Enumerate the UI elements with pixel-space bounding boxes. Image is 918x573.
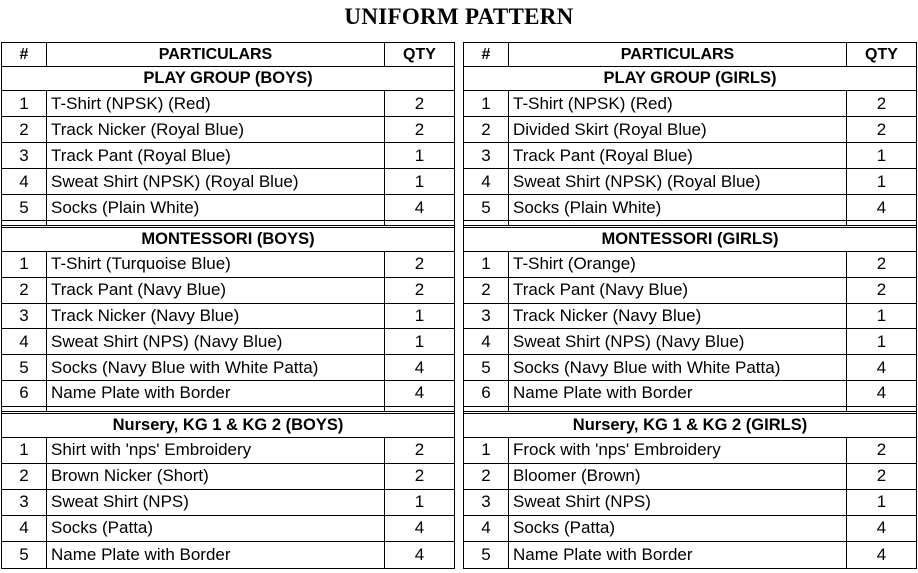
item-number: 2 (2, 464, 47, 489)
item-particulars: Track Nicker (Navy Blue) (509, 304, 847, 329)
item-qty: 2 (414, 466, 425, 486)
item-particulars: Frock with 'nps' Embroidery (509, 438, 847, 463)
section-heading-row (464, 414, 916, 438)
table-row (2, 329, 454, 355)
table-row (2, 91, 454, 117)
item-qty: 1 (876, 492, 887, 512)
table-row (464, 355, 916, 381)
column-header-qty: QTY (865, 45, 898, 63)
item-qty: 2 (876, 466, 887, 486)
table-row (2, 117, 454, 143)
item-qty: 4 (414, 357, 425, 377)
item-number: 1 (2, 91, 47, 116)
column-header-particulars: PARTICULARS (509, 43, 847, 66)
item-qty: 1 (414, 305, 425, 325)
item-qty: 1 (414, 145, 425, 165)
section-heading: Nursery, KG 1 & KG 2 (GIRLS) (572, 415, 808, 434)
table-row (2, 355, 454, 381)
item-number: 5 (2, 355, 47, 380)
item-particulars: Sweat Shirt (NPS) (47, 490, 385, 515)
item-particulars: Socks (Patta) (509, 516, 847, 541)
item-particulars: Socks (Navy Blue with White Patta) (47, 355, 385, 380)
table-row (464, 542, 916, 568)
divider-cell (847, 407, 916, 411)
divider-cell (509, 407, 847, 411)
item-qty: 2 (414, 119, 425, 139)
item-qty: 1 (876, 145, 887, 165)
section-heading: MONTESSORI (BOYS) (141, 230, 315, 248)
table-row (464, 278, 916, 304)
table-row (464, 438, 916, 464)
section-heading: PLAY GROUP (BOYS) (143, 69, 313, 87)
girls-uniform-table (463, 42, 917, 569)
item-qty: 4 (414, 197, 425, 217)
item-particulars: T-Shirt (NPSK) (Red) (509, 91, 847, 116)
item-number: 4 (464, 516, 509, 541)
column-header-number: # (2, 43, 47, 66)
table-row (2, 464, 454, 490)
item-number: 5 (2, 195, 47, 220)
item-particulars: Sweat Shirt (NPSK) (Royal Blue) (509, 169, 847, 194)
item-particulars: Sweat Shirt (NPS) (509, 490, 847, 515)
section-heading-row (464, 228, 916, 252)
item-qty: 4 (876, 383, 887, 403)
boys-uniform-table (1, 42, 455, 569)
item-qty: 1 (876, 331, 887, 351)
item-qty: 2 (876, 280, 887, 300)
item-number: 4 (2, 329, 47, 354)
item-particulars: Brown Nicker (Short) (47, 464, 385, 489)
item-qty: 2 (876, 440, 887, 460)
item-qty: 1 (414, 492, 425, 512)
item-particulars: Name Plate with Border (509, 381, 847, 406)
section-heading: PLAY GROUP (GIRLS) (603, 69, 777, 87)
item-qty: 4 (414, 518, 425, 538)
item-qty: 4 (414, 383, 425, 403)
item-number: 1 (2, 252, 47, 277)
item-particulars: Name Plate with Border (47, 542, 385, 568)
table-header-row (2, 43, 454, 67)
divider-cell (47, 407, 385, 411)
section-heading-row (2, 67, 454, 91)
table-row (2, 542, 454, 568)
item-number: 3 (464, 143, 509, 168)
section-divider (2, 407, 454, 414)
item-particulars: Track Pant (Royal Blue) (47, 143, 385, 168)
item-number: 2 (464, 117, 509, 142)
divider-cell (2, 221, 47, 225)
table-row (2, 381, 454, 407)
item-number: 2 (2, 117, 47, 142)
item-number: 4 (464, 329, 509, 354)
table-row (2, 516, 454, 542)
item-number: 4 (464, 169, 509, 194)
item-qty: 4 (876, 518, 887, 538)
table-row (2, 278, 454, 304)
item-qty: 1 (876, 171, 887, 191)
item-particulars: Track Nicker (Navy Blue) (47, 304, 385, 329)
column-header-number: # (464, 43, 509, 66)
item-qty: 4 (876, 197, 887, 217)
item-number: 6 (464, 381, 509, 406)
table-row (464, 516, 916, 542)
divider-cell (464, 221, 509, 225)
column-header-particulars: PARTICULARS (47, 43, 385, 66)
item-particulars: Sweat Shirt (NPS) (Navy Blue) (509, 329, 847, 354)
section-heading: MONTESSORI (GIRLS) (601, 230, 779, 248)
item-particulars: Socks (Navy Blue with White Patta) (509, 355, 847, 380)
item-particulars: Name Plate with Border (509, 542, 847, 568)
item-particulars: Sweat Shirt (NPSK) (Royal Blue) (47, 169, 385, 194)
section-heading: Nursery, KG 1 & KG 2 (BOYS) (112, 415, 344, 434)
item-particulars: Bloomer (Brown) (509, 464, 847, 489)
table-row (2, 304, 454, 330)
page-title: UNIFORM PATTERN (344, 4, 574, 29)
table-row (464, 195, 916, 221)
item-qty: 2 (414, 280, 425, 300)
item-number: 4 (2, 169, 47, 194)
table-row (2, 143, 454, 169)
item-number: 3 (464, 490, 509, 515)
item-particulars: Socks (Patta) (47, 516, 385, 541)
item-number: 5 (464, 355, 509, 380)
table-row (464, 252, 916, 278)
table-row (464, 117, 916, 143)
item-qty: 2 (876, 93, 887, 113)
item-number: 2 (464, 464, 509, 489)
table-row (464, 329, 916, 355)
item-number: 1 (464, 438, 509, 463)
item-particulars: Track Pant (Navy Blue) (509, 278, 847, 303)
item-particulars: Divided Skirt (Royal Blue) (509, 117, 847, 142)
column-header-qty: QTY (403, 45, 436, 63)
item-particulars: Track Nicker (Royal Blue) (47, 117, 385, 142)
divider-cell (47, 221, 385, 225)
section-divider (464, 407, 916, 414)
item-particulars: Name Plate with Border (47, 381, 385, 406)
table-row (464, 381, 916, 407)
item-qty: 1 (876, 305, 887, 325)
table-row (464, 91, 916, 117)
item-qty: 2 (414, 440, 425, 460)
table-row (464, 169, 916, 195)
item-particulars: T-Shirt (Orange) (509, 252, 847, 277)
item-number: 4 (2, 516, 47, 541)
item-particulars: Track Pant (Royal Blue) (509, 143, 847, 168)
item-number: 5 (2, 542, 47, 568)
item-qty: 2 (414, 93, 425, 113)
table-row (2, 438, 454, 464)
item-qty: 1 (414, 171, 425, 191)
item-particulars: Shirt with 'nps' Embroidery (47, 438, 385, 463)
divider-cell (2, 407, 47, 411)
table-row (2, 490, 454, 516)
item-particulars: Socks (Plain White) (47, 195, 385, 220)
table-row (464, 490, 916, 516)
item-qty: 2 (876, 254, 887, 274)
item-qty: 2 (876, 119, 887, 139)
divider-cell (847, 221, 916, 225)
item-number: 6 (2, 381, 47, 406)
item-qty: 1 (414, 331, 425, 351)
item-number: 1 (464, 252, 509, 277)
item-particulars: Track Pant (Navy Blue) (47, 278, 385, 303)
item-number: 1 (2, 438, 47, 463)
section-heading-row (2, 228, 454, 252)
item-number: 2 (2, 278, 47, 303)
table-row (2, 169, 454, 195)
section-heading-row (2, 414, 454, 438)
table-row (464, 143, 916, 169)
item-number: 1 (464, 91, 509, 116)
section-divider (2, 221, 454, 228)
item-number: 2 (464, 278, 509, 303)
item-qty: 4 (414, 544, 425, 564)
table-row (2, 252, 454, 278)
item-number: 3 (464, 304, 509, 329)
item-number: 3 (2, 490, 47, 515)
item-particulars: T-Shirt (Turquoise Blue) (47, 252, 385, 277)
item-number: 5 (464, 542, 509, 568)
divider-cell (385, 407, 454, 411)
item-number: 3 (2, 143, 47, 168)
item-number: 3 (2, 304, 47, 329)
item-particulars: Sweat Shirt (NPS) (Navy Blue) (47, 329, 385, 354)
table-row (464, 304, 916, 330)
divider-cell (509, 221, 847, 225)
table-row (2, 195, 454, 221)
section-divider (464, 221, 916, 228)
table-header-row (464, 43, 916, 67)
item-qty: 4 (876, 357, 887, 377)
item-qty: 4 (876, 544, 887, 564)
divider-cell (385, 221, 454, 225)
item-number: 5 (464, 195, 509, 220)
table-row (464, 464, 916, 490)
item-particulars: T-Shirt (NPSK) (Red) (47, 91, 385, 116)
item-particulars: Socks (Plain White) (509, 195, 847, 220)
divider-cell (464, 407, 509, 411)
section-heading-row (464, 67, 916, 91)
item-qty: 2 (414, 254, 425, 274)
